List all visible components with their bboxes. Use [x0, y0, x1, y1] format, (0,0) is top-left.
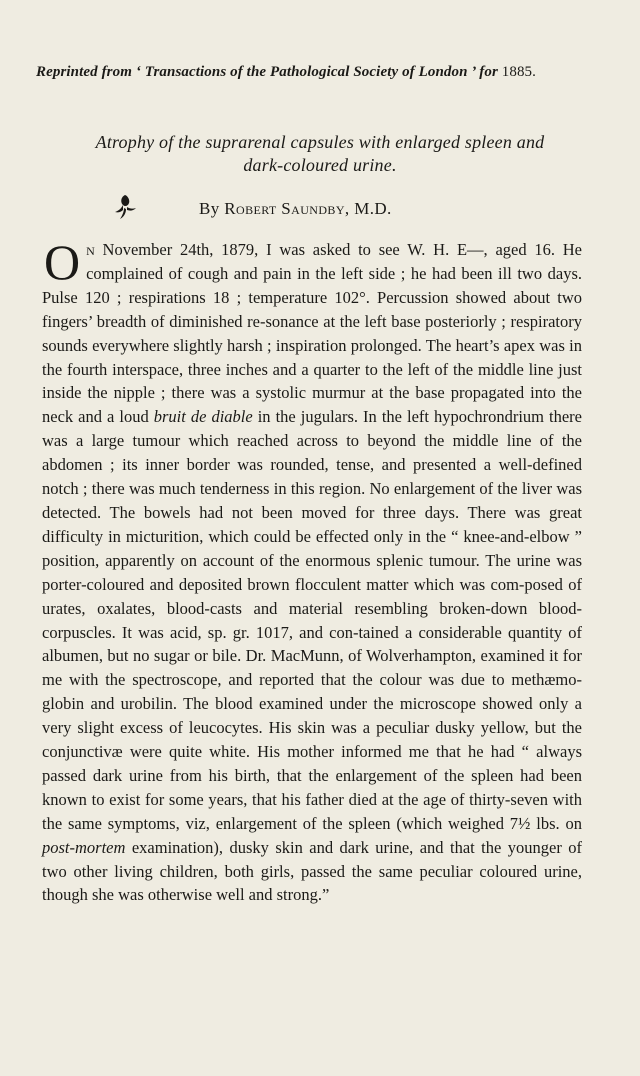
body-segment-1: November 24th, 1879, I was asked to see W. H. E—, aged 16. He complained of cough and pain in the left side ; he had been ill two days. Pulse 120 ; respirations 18 ; temperature 102°. Percussion showed about two fingers’ breadth of diminished re-sonance at the left base posteriorly ; respiratory sounds everywhere slightly harsh ; inspiration prolonged. The heart’s apex was in the fourth interspace, three inches and a quarter to the left of the middle line just inside the nipple ; there was a systolic murmur at the base propagated into the neck and a loud — [42, 240, 582, 427]
byline — [199, 199, 459, 219]
title-line-2: dark-coloured urine. — [243, 155, 397, 175]
reprint-year: 1885. — [501, 64, 536, 80]
byline-prefix: By — [199, 199, 220, 218]
italic-phrase-post-mortem: post-mortem — [42, 837, 126, 857]
case-report-paragraph — [42, 234, 582, 907]
drop-cap: O — [44, 234, 81, 290]
fleuron-icon — [112, 193, 138, 221]
first-word: n — [86, 240, 95, 259]
body-segment-2: in the jugulars. In the left hypochrondrium there was a large tumour which reached across to beyond the middle line of the abdomen ; its inner border was rounded, tense, and presented a well-defined notch ; there was much tenderness in this region. No enlargement of the liver was detected. The bowels had not been moved for three days. There was great difficulty in micturition, which could be effected only in the “ knee-and-elbow ” position, apparently on account of the enormous splenic tumour. The urine was porter-coloured and deposited brown flocculent matter which was com-posed of urates, oxalates, blood-casts and material resembling broken-down blood-corpuscles. It was acid, sp. gr. 1017, and con-tained a considerable quantity of albumen, but no sugar or bile. Dr. MacMunn, of Wolverhampton, examined it for me with the spectroscope, and reported that the colour was due to methæmo-globin and urobilin. The blood examined under the microscope showed only a very slight excess of leucocytes. His skin was a peculiar dusky yellow, but the conjunctivæ were quite white. His mother informed me that he had “ always passed dark urine from his birth, that the enlargement of the spleen had been known to exist for some years, that his father died at the age of thirty-seven with the same symptoms, viz, enlargement of the spleen (which weighed 7½ lbs. on — [42, 407, 582, 833]
title-line-1: Atrophy of the suprarenal capsules with enlarged spleen and — [95, 132, 545, 152]
reprint-source: Reprinted from ‘ Transactions of the Pathological Society of London ’ for — [36, 64, 498, 80]
author-degree: M.D. — [354, 199, 392, 218]
body-segment-3: examination), dusky skin and dark urine, and that the younger of two other living children, both girls, passed the same peculiar coloured urine, though she was otherwise well and strong.” — [42, 837, 582, 905]
author-name: Robert Saundby, — [224, 199, 350, 218]
article-title — [36, 131, 604, 177]
reprint-header — [36, 64, 596, 81]
italic-phrase-bruit: bruit de diable — [153, 407, 253, 427]
